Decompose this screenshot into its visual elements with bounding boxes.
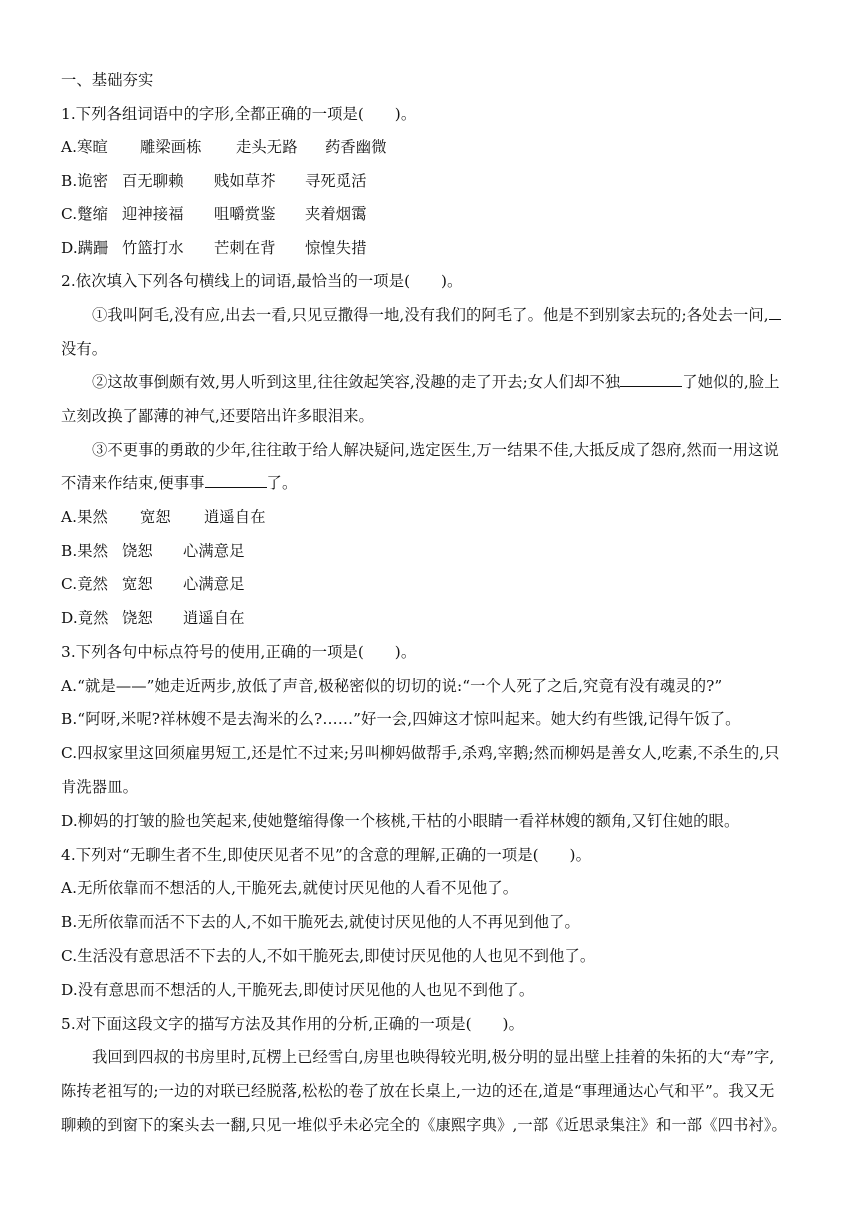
- q2-sentence-1-line-2: 没有。: [61, 340, 108, 358]
- option-label: B.诡密: [61, 172, 109, 190]
- option-word: 百无聊赖: [122, 172, 184, 190]
- option-label: A.寒暄: [61, 138, 108, 156]
- fill-blank: [769, 305, 781, 320]
- option-label: A.果然: [61, 508, 108, 526]
- fill-blank: [620, 372, 682, 387]
- q3-option-c-line-1: C.四叔家里这回须雇男短工,还是忙不过来;另叫柳妈做帮手,杀鸡,宰鹅;然而柳妈是善女人,吃素,不杀生的,只: [61, 744, 780, 762]
- q3-option-a: A.“就是——”她走近两步,放低了声音,极秘密似的切切的说:“一个人死了之后,究竟有没有魂灵的?”: [61, 677, 723, 695]
- sentence-text: ①我叫阿毛,没有应,出去一看,只见豆撒得一地,没有我们的阿毛了。他是不到别家去玩的;各处去一问,: [92, 306, 769, 324]
- sentence-text: ②这故事倒颇有效,男人听到这里,往往敛起笑容,没趣的走了开去;女人们却不独: [92, 373, 621, 391]
- option-word: 饶恕: [122, 609, 153, 627]
- q4-option-d: D.没有意思而不想活的人,干脆死去,即使讨厌见他的人也见不到他了。: [61, 981, 535, 999]
- q1-option-b: [61, 171, 367, 191]
- option-word: 逍遥自在: [183, 609, 245, 627]
- q2-option-c: [61, 574, 245, 594]
- q5-passage-line-2: 陈抟老祖写的;一边的对联已经脱落,松松的卷了放在长桌上,一边的还在,道是“事理通达心气和平”。我又无: [61, 1082, 775, 1100]
- option-word: 惊惶失措: [305, 239, 367, 257]
- option-word: 咀嚼赏鉴: [214, 205, 276, 223]
- sentence-text: 不清来作结束,便事事: [61, 474, 205, 492]
- option-word: 心满意足: [183, 575, 245, 593]
- q2-option-d: [61, 608, 245, 628]
- q2-option-a: [61, 507, 266, 527]
- option-word: 贱如草芥: [214, 172, 276, 190]
- q2-option-b: [61, 541, 245, 561]
- q5-passage-line-3: 聊赖的到窗下的案头去一翻,只见一堆似乎未必完全的《康熙字典》,一部《近思录集注》和一部《四书衬》。: [61, 1116, 787, 1134]
- option-label: D.蹒跚: [61, 239, 109, 257]
- q4-option-c: C.生活没有意思活不下去的人,不如干脆死去,即使讨厌见他的人也见不到他了。: [61, 947, 596, 965]
- q2-sentence-3-line-2: [61, 473, 297, 493]
- option-word: 雕梁画栋: [140, 138, 202, 156]
- option-word: 寻死觅活: [305, 172, 367, 190]
- q3-option-d: D.柳妈的打皱的脸也笑起来,使她蹩缩得像一个核桃,干枯的小眼睛一看祥林嫂的额角,又钉住她的眼。: [61, 812, 740, 830]
- q2-sentence-1-line-1: [92, 305, 781, 325]
- option-word: 迎神接福: [122, 205, 184, 223]
- option-word: 饶恕: [122, 542, 153, 560]
- q3-option-c-line-2: 肯洗器皿。: [61, 778, 138, 796]
- option-word: 芒刺在背: [214, 239, 276, 257]
- sentence-text: 了她似的,脸上: [682, 373, 780, 391]
- section-heading: 一、基础夯实: [61, 71, 154, 89]
- q2-sentence-3-line-1: ③不更事的勇敢的少年,往往敢于给人解决疑问,选定医生,万一结果不佳,大抵反成了怨府,然而一用这说: [92, 441, 779, 459]
- option-word: 药香幽微: [325, 138, 387, 156]
- option-word: 竹篮打水: [122, 239, 184, 257]
- question-3-stem: 3.下列各句中标点符号的使用,正确的一项是( )。: [61, 643, 417, 661]
- question-5-stem: 5.对下面这段文字的描写方法及其作用的分析,正确的一项是( )。: [61, 1015, 525, 1033]
- sentence-text: 了。: [266, 474, 298, 492]
- option-word: 心满意足: [183, 542, 245, 560]
- q2-sentence-2-line-2: 立刻改换了鄙薄的神气,还要陪出许多眼泪来。: [61, 407, 374, 425]
- q1-option-a: [61, 137, 387, 157]
- option-label: D.竟然: [61, 609, 109, 627]
- q2-sentence-2-line-1: [92, 372, 780, 392]
- q1-option-d: [61, 238, 367, 258]
- option-word: 走头无路: [236, 138, 298, 156]
- option-word: 宽恕: [140, 508, 171, 526]
- question-4-stem: 4.下列对“无聊生者不生,即使厌见者不见”的含意的理解,正确的一项是( )。: [61, 846, 592, 864]
- option-label: C.蹩缩: [61, 205, 109, 223]
- q5-passage-line-1: 我回到四叔的书房里时,瓦楞上已经雪白,房里也映得较光明,极分明的显出壁上挂着的朱拓的大“寿”字,: [92, 1048, 775, 1066]
- q1-option-c: [61, 204, 367, 224]
- option-label: B.果然: [61, 542, 109, 560]
- question-2-stem: 2.依次填入下列各句横线上的词语,最恰当的一项是( )。: [61, 272, 463, 290]
- option-label: C.竟然: [61, 575, 109, 593]
- fill-blank: [205, 473, 267, 488]
- q4-option-a: A.无所依靠而不想活的人,干脆死去,就使讨厌见他的人看不见他了。: [61, 879, 519, 897]
- q4-option-b: B.无所依靠而活不下去的人,不如干脆死去,就使讨厌见他的人不再见到他了。: [61, 913, 580, 931]
- question-1-stem: 1.下列各组词语中的字形,全都正确的一项是( )。: [61, 105, 417, 123]
- option-word: 逍遥自在: [204, 508, 266, 526]
- q3-option-b: B.“阿呀,米呢?祥林嫂不是去淘米的么?……”好一会,四婶这才惊叫起来。她大约有些饿,记得午饭了。: [61, 710, 741, 728]
- option-word: 宽恕: [122, 575, 153, 593]
- option-word: 夹着烟霭: [305, 205, 367, 223]
